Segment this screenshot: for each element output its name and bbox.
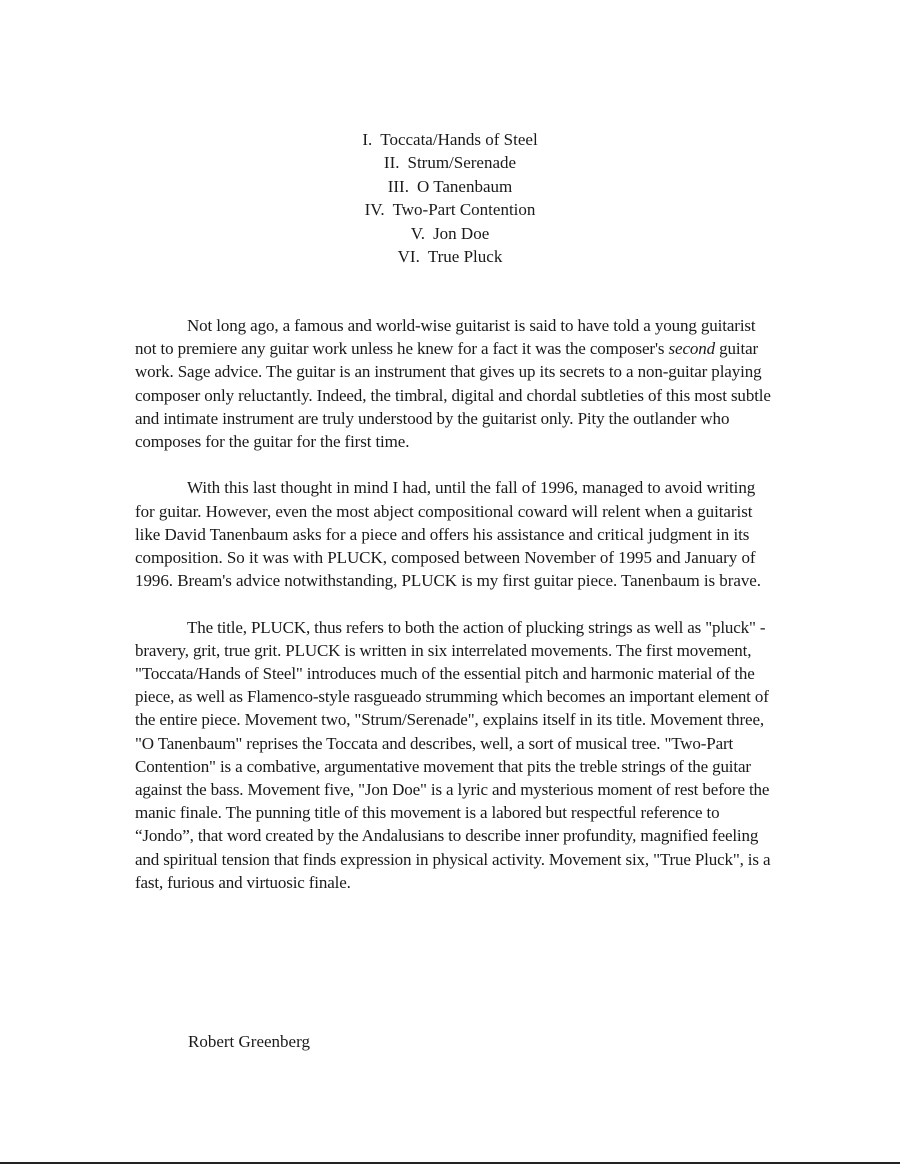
movement-list xyxy=(0,128,900,268)
program-notes-body xyxy=(135,314,775,917)
movement-numeral: VI. xyxy=(397,247,420,267)
movement-item xyxy=(0,198,900,221)
movement-item xyxy=(0,151,900,174)
paragraph-movements: The title, PLUCK, thus refers to both the action of plucking strings as well as "pluck" - bravery, grit, true grit. PLUCK is written in six interrelated movements. The first movement, "Toccata/Hands of Steel" introduces much of the essential pitch and harmonic material of the piece, as well as Flamenco-style rasgueado strumming which becomes an important element of the entire piece. Movement two, "Strum/Serenade", explains itself in its title. Movement three, "O Tanenbaum" reprises the Toccata and describes, well, a sort of musical tree. "Two-Part Contention" is a combative, argumentative movement that pits the treble strings of the guitar against the bass. Movement five, "Jon Doe" is a lyric and mysterious moment of rest before the manic finale. The punning title of this movement is a labored but respectful reference to “Jondo”, that word created by the Andalusians to describe inner profundity, magnified feeling and spiritual tension that finds expression in physical activity. Movement six, "True Pluck", is a fast, furious and virtuosic finale. xyxy=(135,617,771,892)
movement-title: Two-Part Contention xyxy=(392,200,536,220)
movement-numeral: II. xyxy=(383,153,400,173)
paragraph-intro xyxy=(135,314,775,453)
paragraph-intro-text-b: guitar work. Sage advice. The guitar is an instrument that gives up its secrets to a non-guitar playing composer only reluctantly. Indeed, the timbral, digital and chordal subtleties of this most subtle and intimate instrument are truly understood by the guitarist only. Pity the outlander who composes for the guitar for the first time. xyxy=(135,339,771,452)
movement-item xyxy=(0,128,900,151)
movement-numeral: V. xyxy=(410,223,426,243)
paragraph-intro-text-a: Not long ago, a famous and world-wise guitarist is said to have told a young guitarist not to premiere any guitar work unless he knew for a fact it was the composer's xyxy=(135,316,756,359)
movement-item xyxy=(0,175,900,198)
movement-item xyxy=(0,222,900,245)
movement-numeral: IV. xyxy=(364,200,385,220)
author-signature: Robert Greenberg xyxy=(188,1032,310,1051)
movement-title: Toccata/Hands of Steel xyxy=(380,130,538,149)
movement-numeral: I. xyxy=(362,130,373,149)
movement-item xyxy=(0,245,900,268)
emphasized-word: second xyxy=(668,339,716,359)
paragraph-background: With this last thought in mind I had, until the fall of 1996, managed to avoid writing for guitar. However, even the most abject compositional coward will relent when a guitarist like David Tanenbaum asks for a piece and offers his assistance and critical judgment in its composition. So it was with PLUCK, composed between November of 1995 and January of 1996. Bream's advice notwithstanding, PLUCK is my first guitar piece. Tanenbaum is brave. xyxy=(135,478,761,591)
movement-numeral: III. xyxy=(387,176,409,196)
movement-title: True Pluck xyxy=(427,247,503,267)
movement-title: O Tanenbaum xyxy=(416,176,513,196)
movement-title: Strum/Serenade xyxy=(407,153,517,173)
movement-title: Jon Doe xyxy=(433,223,490,243)
